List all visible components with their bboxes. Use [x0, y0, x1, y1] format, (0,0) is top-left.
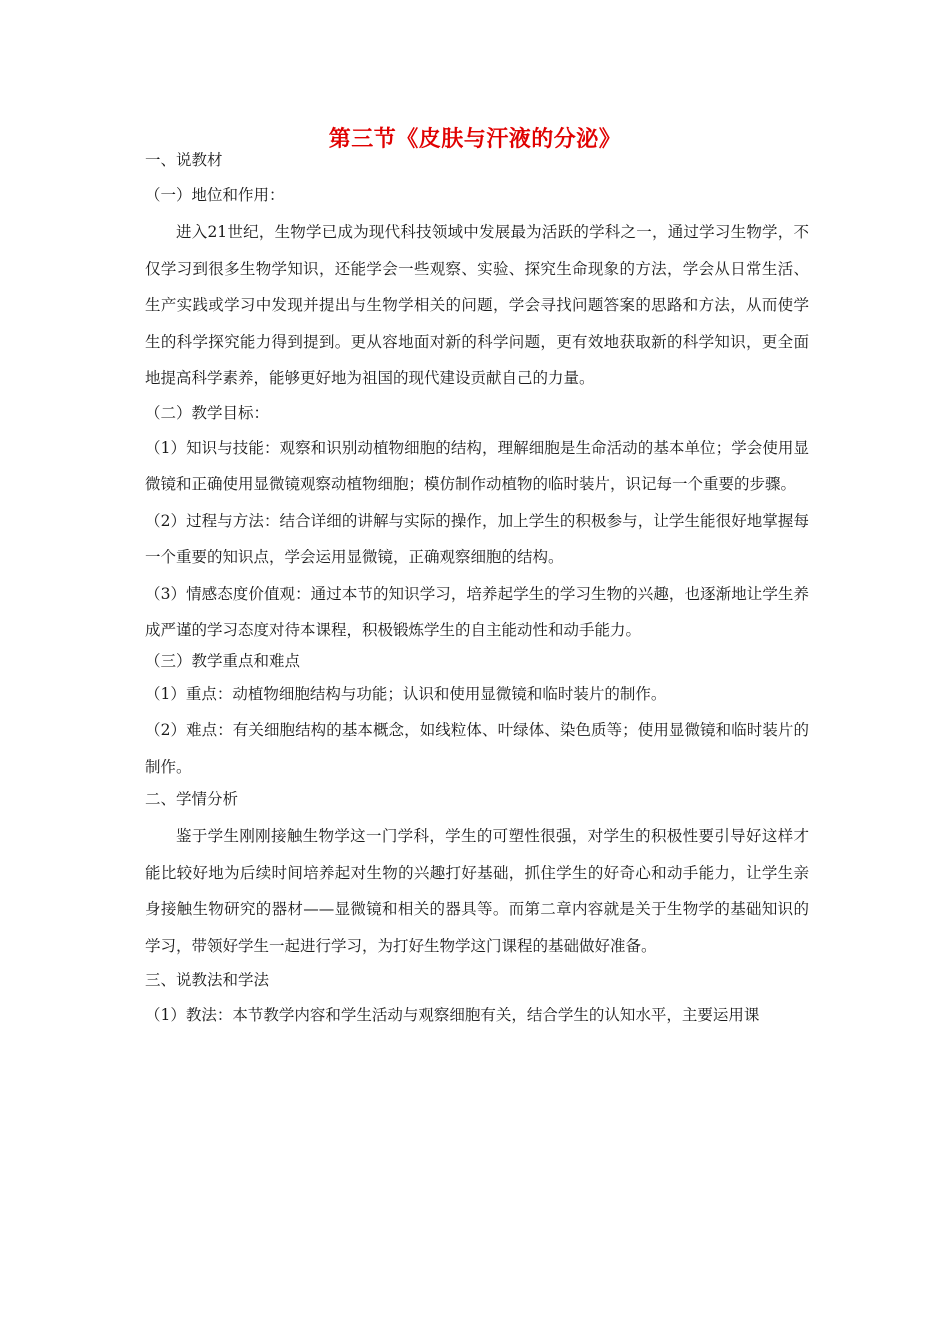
paragraph: （2）难点：有关细胞结构的基本概念，如线粒体、叶绿体、染色质等；使用显微镜和临时装片的制作。: [145, 721, 809, 776]
subsection-heading: （三）教学重点和难点: [145, 651, 301, 670]
section-heading-3: 三、说教法和学法: [145, 971, 270, 989]
page-title: 第三节《皮肤与汗液的分泌》: [328, 127, 622, 152]
paragraph: （1）重点：动植物细胞结构与功能；认识和使用显微镜和临时装片的制作。: [145, 684, 667, 703]
paragraph: 进入21世纪，生物学已成为现代科技领域中发展最为活跃的学科之一，通过学习生物学，不仅学习到很多生物学知识，还能学会一些观察、实验、探究生命现象的方法，学会从日常生活、生产实践或学习中发现并提出与生物学相关的问题，学会寻找问题答案的思路和方法，从而使学生的科学探究能力得到提到。更从容地面对新的科学问题，更有效地获取新的科学知识，更全面地提高科学素养，能够更好地为祖国的现代建设贡献自己的力量。: [145, 223, 809, 387]
paragraph: 鉴于学生刚刚接触生物学这一门学科，学生的可塑性很强，对学生的积极性要引导好这样才能比较好地为后续时间培养起对生物的兴趣打好基础，抓住学生的好奇心和动手能力，让学生亲身接触生物研究的器材——显微镜和相关的器具等。而第二章内容就是关于生物学的基础知识的学习，带领好学生一起进行学习，为打好生物学这门课程的基础做好准备。: [145, 827, 809, 955]
subsection-heading: （一）地位和作用：: [145, 186, 285, 204]
document-body: [145, 150, 809, 1034]
section-heading-1: 一、说教材: [145, 151, 223, 169]
paragraph: （1）知识与技能：观察和识别动植物细胞的结构，理解细胞是生命活动的基本单位；学会使用显微镜和正确使用显微镜观察动植物细胞；模仿制作动植物的临时装片，识记每一个重要的步骤。: [145, 438, 809, 493]
paragraph: （3）情感态度价值观：通过本节的知识学习，培养起学生的学习生物的兴趣，也逐渐地让学生养成严谨的学习态度对待本课程，积极锻炼学生的自主能动性和动手能力。: [145, 584, 809, 639]
subsection-heading: （二）教学目标：: [145, 403, 270, 422]
section-heading-2: 二、学情分析: [145, 790, 239, 808]
paragraph: （1）教法：本节教学内容和学生活动与观察细胞有关，结合学生的认知水平，主要运用课: [145, 1006, 760, 1024]
paragraph: （2）过程与方法：结合详细的讲解与实际的操作，加上学生的积极参与，让学生能很好地掌握每一个重要的知识点，学会运用显微镜，正确观察细胞的结构。: [145, 511, 809, 566]
